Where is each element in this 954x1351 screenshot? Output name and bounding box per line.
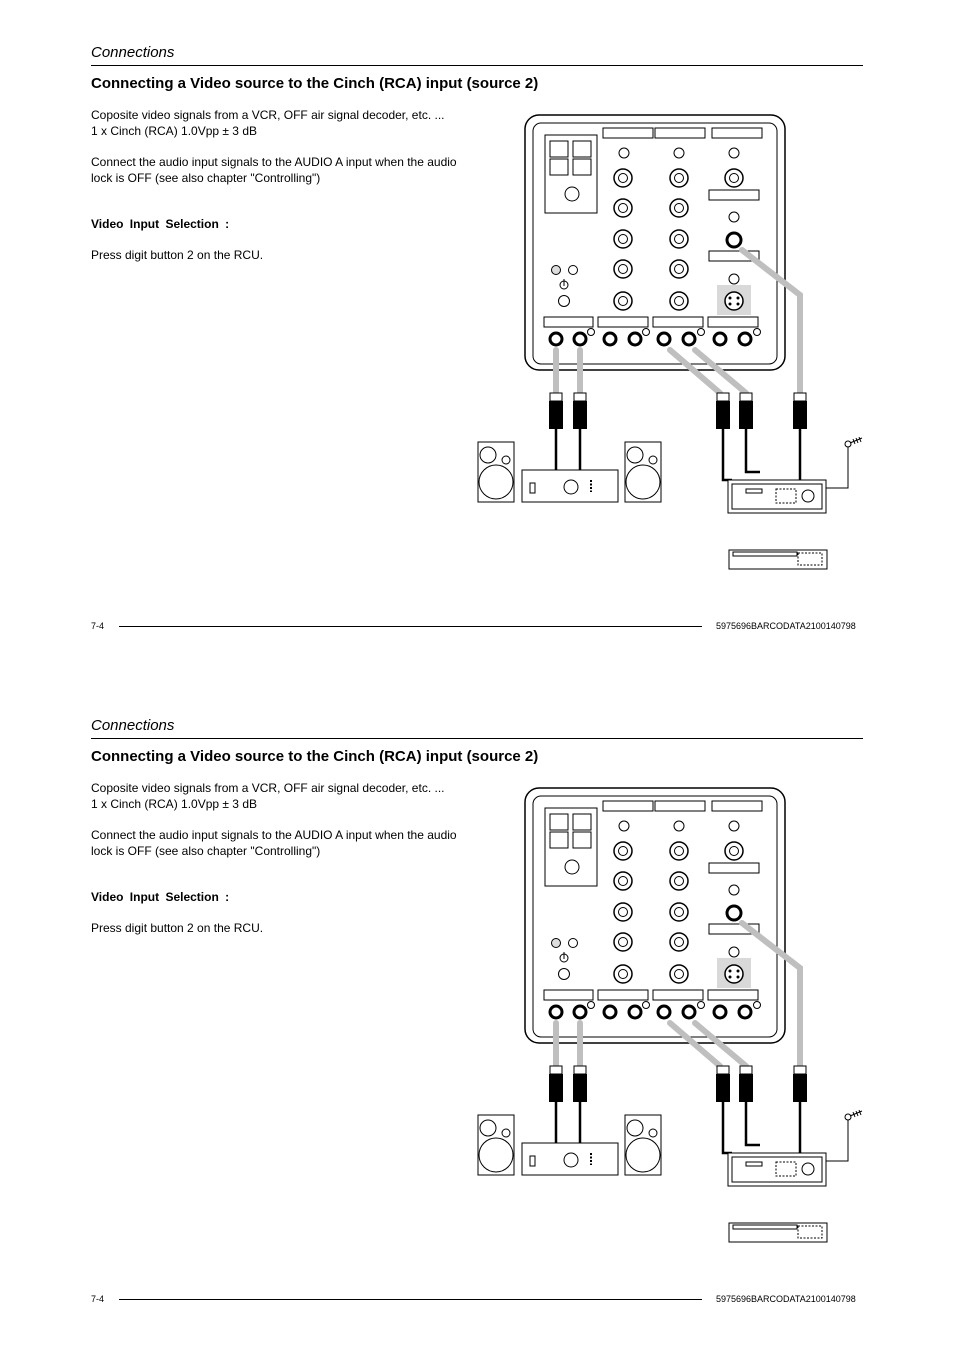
section-label: Connections [91, 717, 175, 734]
connection-diagram [470, 783, 870, 1253]
instruction-text: Press digit button 2 on the RCU. [91, 921, 264, 935]
intro-paragraph [91, 780, 491, 812]
intro-line: Coposite video signals from a VCR, OFF air signal decoder, etc. ... [91, 781, 445, 795]
remote-control-icon [729, 1223, 827, 1242]
audio-note-paragraph [91, 154, 491, 186]
audio-note-line: Connect the audio input signals to the AUDIO A input when the audio [91, 828, 457, 842]
intro-line: Coposite video signals from a VCR, OFF air signal decoder, etc. ... [91, 108, 445, 122]
header-rule [91, 65, 863, 66]
antenna-icon [826, 1110, 862, 1161]
page-title: Connecting a Video source to the Cinch (RCA) input (source 2) [91, 748, 539, 765]
footer-rule [119, 626, 702, 627]
audio-note-line: lock is OFF (see also chapter "Controlling") [91, 171, 321, 185]
svhs-connector-icon [717, 285, 751, 315]
selection-heading: Video Input Selection : [91, 217, 230, 231]
footer-page-number: 7-4 [91, 621, 105, 631]
audio-note-line: Connect the audio input signals to the AUDIO A input when the audio [91, 155, 457, 169]
intro-paragraph [91, 107, 491, 139]
vcr-icon [728, 1153, 826, 1186]
svhs-connector-icon [717, 958, 751, 988]
rca-plug-icon [549, 393, 807, 429]
footer-doc-code: 5975696BARCODATA2100140798 [716, 621, 856, 631]
section-label: Connections [91, 44, 175, 61]
footer-rule [119, 1299, 702, 1300]
manual-page [0, 0, 954, 672]
intro-line: 1 x Cinch (RCA) 1.0Vpp ± 3 dB [91, 124, 257, 138]
manual-page [0, 673, 954, 1345]
audio-note-paragraph [91, 827, 491, 859]
footer-doc-code: 5975696BARCODATA2100140798 [716, 1294, 856, 1304]
vcr-icon [728, 480, 826, 513]
rca-plug-icon [549, 1066, 807, 1102]
audio-note-line: lock is OFF (see also chapter "Controlling") [91, 844, 321, 858]
remote-control-icon [729, 550, 827, 569]
header-rule [91, 738, 863, 739]
intro-line: 1 x Cinch (RCA) 1.0Vpp ± 3 dB [91, 797, 257, 811]
connection-diagram [470, 110, 870, 580]
audio-amplifier-icon [522, 1143, 618, 1175]
instruction-text: Press digit button 2 on the RCU. [91, 248, 264, 262]
page-title: Connecting a Video source to the Cinch (RCA) input (source 2) [91, 75, 539, 92]
audio-amplifier-icon [522, 470, 618, 502]
antenna-icon [826, 437, 862, 488]
selection-heading: Video Input Selection : [91, 890, 230, 904]
footer-page-number: 7-4 [91, 1294, 105, 1304]
